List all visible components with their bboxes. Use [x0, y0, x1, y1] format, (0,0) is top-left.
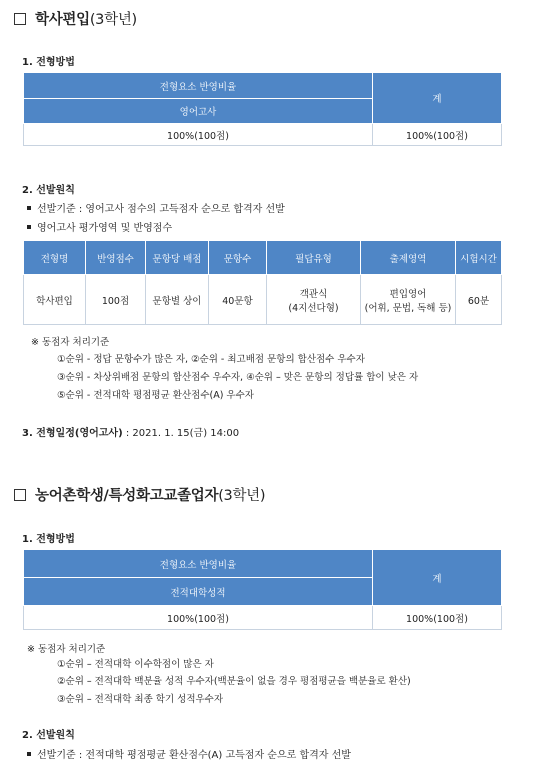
- exam-cell-area: 편입영어 (어휘, 문법, 독해 등): [361, 275, 456, 325]
- section1-tie-title: ※ 동점자 처리기준: [31, 337, 110, 348]
- section1-bullet-1: 선발기준 : 영어고사 점수의 고득점자 순으로 합격자 선발: [27, 200, 285, 215]
- section1-principle-heading: 2. 선발원칙: [22, 185, 75, 196]
- exam-header-type: 필답유형: [267, 241, 361, 275]
- ratio-header-total: 계: [373, 73, 502, 124]
- section2-tie-title: ※ 동점자 처리기준: [27, 644, 106, 655]
- ratio-header-sub: 영어고사: [24, 99, 373, 124]
- section2-tie-line-3: ③순위 – 전적대학 최종 학기 성적우수자: [57, 694, 224, 705]
- bullet-icon: [27, 225, 31, 229]
- ratio-value-cell: 100%(100점): [24, 124, 373, 146]
- exam-header-name: 전형명: [24, 241, 86, 275]
- ratio2-header-total: 계: [373, 550, 502, 606]
- exam-header-time: 시험시간: [456, 241, 502, 275]
- exam-header-area: 출제영역: [361, 241, 456, 275]
- ratio-header-top: 전형요소 반영비율: [24, 73, 373, 99]
- checkbox-square-icon: [14, 489, 26, 501]
- section1-tie-line-3: ⑤순위 - 전적대학 평점평균 환산점수(A) 우수자: [57, 390, 254, 401]
- section2-method-heading: 1. 전형방법: [22, 534, 75, 545]
- ratio2-total-cell: 100%(100점): [373, 606, 502, 630]
- exam-cell-count: 40문항: [209, 275, 267, 325]
- exam-cell-type: 객관식 (4지선다형): [267, 275, 361, 325]
- exam-cell-time: 60분: [456, 275, 502, 325]
- section2-principle-heading: 2. 선발원칙: [22, 730, 75, 741]
- ratio-total-cell: 100%(100점): [373, 124, 502, 146]
- section1-schedule: [22, 424, 239, 439]
- section1-ratio-table: [23, 72, 502, 146]
- section2-bullet-1: 선발기준 : 전적대학 평점평균 환산점수(A) 고득점자 순으로 합격자 선발: [27, 746, 351, 761]
- section2-tie-line-2: ②순위 – 전적대학 백분율 성적 우수자(백분율이 없을 경우 평점평균을 백분율로 환산): [57, 676, 411, 687]
- exam-cell-points: 문항별 상이: [146, 275, 209, 325]
- exam-header-count: 문항수: [209, 241, 267, 275]
- exam-header-score: 반영점수: [86, 241, 146, 275]
- checkbox-square-icon: [14, 13, 26, 25]
- schedule-label: 3. 전형일정(영어고사): [22, 428, 123, 439]
- exam-cell-name: 학사편입: [24, 275, 86, 325]
- section2-ratio-table: [23, 549, 502, 630]
- exam-cell-score: 100점: [86, 275, 146, 325]
- section1-bullet-2: 영어고사 평가영역 및 반영점수: [27, 219, 172, 234]
- section2-title: 농어촌학생/특성화고교졸업자(3학년): [14, 484, 265, 505]
- section1-tie-line-2: ③순위 - 차상위배점 문항의 합산점수 우수자, ④순위 – 맞은 문항의 정답률 합이 낮은 자: [57, 372, 419, 383]
- exam-header-points: 문항당 배점: [146, 241, 209, 275]
- bullet-icon: [27, 752, 31, 756]
- schedule-value: : 2021. 1. 15(금) 14:00: [122, 428, 240, 439]
- bullet-icon: [27, 206, 31, 210]
- ratio2-header-top: 전형요소 반영비율: [24, 550, 373, 578]
- ratio2-header-sub: 전적대학성적: [24, 578, 373, 606]
- ratio2-value-cell: 100%(100점): [24, 606, 373, 630]
- section1-method-heading: 1. 전형방법: [22, 57, 75, 68]
- section1-tie-line-1: ①순위 - 정답 문항수가 많은 자, ②순위 - 최고배점 문항의 합산점수 우수자: [57, 354, 365, 365]
- section2-tie-line-1: ①순위 – 전적대학 이수학점이 많은 자: [57, 659, 214, 670]
- section1-title: 학사편입(3학년): [14, 8, 137, 29]
- section1-exam-table: [23, 240, 502, 325]
